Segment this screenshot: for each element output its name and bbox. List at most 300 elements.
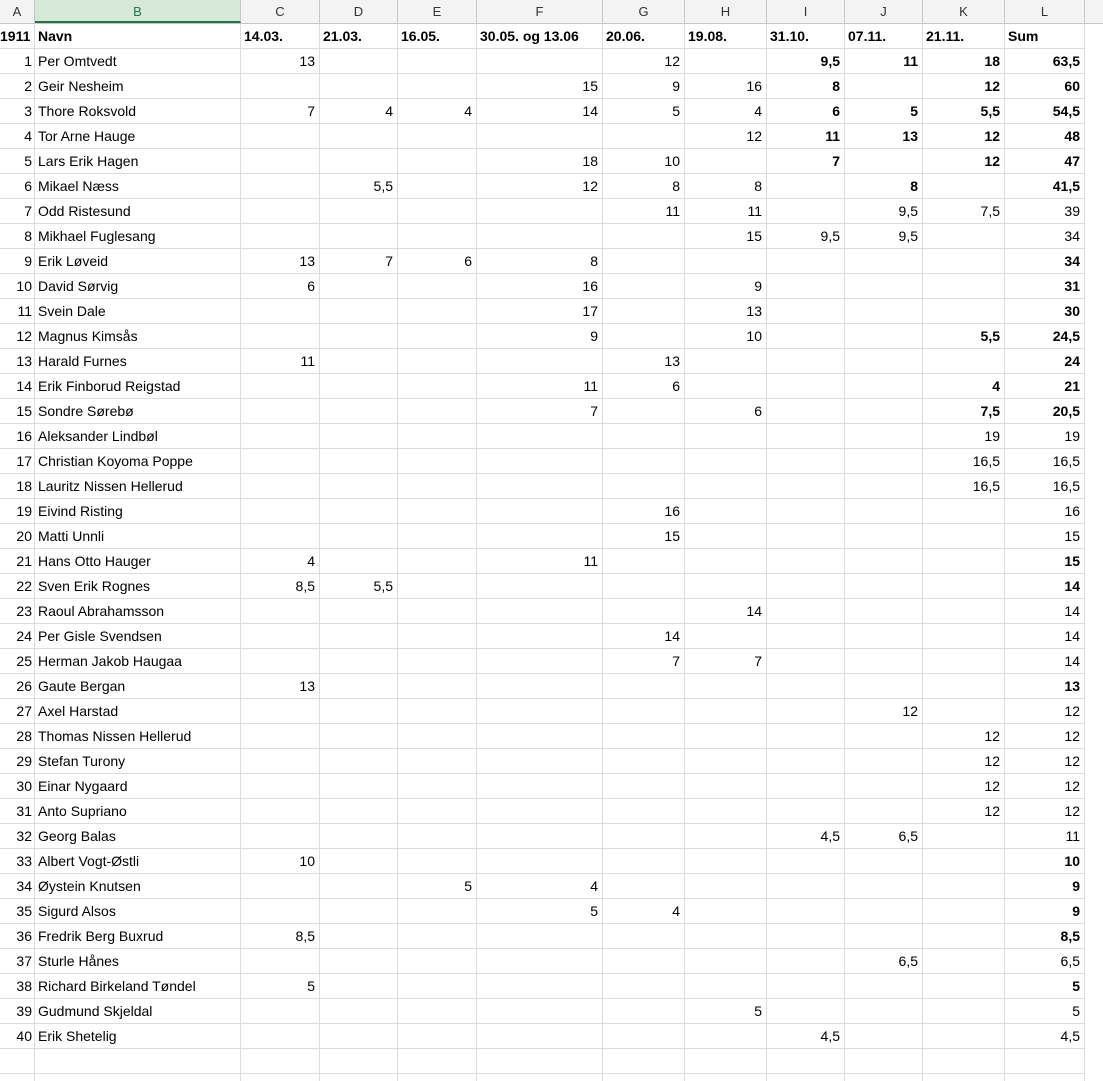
cell-value[interactable] <box>398 424 477 449</box>
cell-value[interactable] <box>241 499 320 524</box>
cell-value[interactable] <box>320 424 398 449</box>
cell-value[interactable] <box>320 474 398 499</box>
cell-value[interactable] <box>845 549 923 574</box>
cell-value[interactable] <box>923 549 1005 574</box>
cell-value[interactable] <box>320 374 398 399</box>
cell-value[interactable] <box>320 949 398 974</box>
cell-value[interactable] <box>241 874 320 899</box>
column-header-b[interactable]: B <box>35 0 241 23</box>
cell-value[interactable]: 13 <box>241 674 320 699</box>
column-header-k[interactable]: K <box>923 0 1005 23</box>
cell-rank[interactable]: 6 <box>0 174 35 199</box>
cell-value[interactable]: 15 <box>477 74 603 99</box>
cell-value[interactable]: 5 <box>685 999 767 1024</box>
column-header-i[interactable]: I <box>767 0 845 23</box>
cell-value[interactable]: 7 <box>603 649 685 674</box>
cell-value[interactable] <box>241 124 320 149</box>
column-header-j[interactable]: J <box>845 0 923 23</box>
cell-value[interactable] <box>477 349 603 374</box>
cell-sum[interactable]: 20,5 <box>1005 399 1085 424</box>
empty-cell[interactable] <box>0 1074 35 1081</box>
cell-sum[interactable]: 24 <box>1005 349 1085 374</box>
cell-value[interactable] <box>241 374 320 399</box>
empty-cell[interactable] <box>320 1049 398 1074</box>
cell-value[interactable] <box>603 574 685 599</box>
empty-cell[interactable] <box>1005 1074 1085 1081</box>
cell-value[interactable] <box>477 224 603 249</box>
cell-value[interactable] <box>923 599 1005 624</box>
cell-value[interactable] <box>320 499 398 524</box>
cell-value[interactable] <box>685 724 767 749</box>
empty-cell[interactable] <box>1005 1049 1085 1074</box>
cell-value[interactable] <box>685 349 767 374</box>
cell-value[interactable] <box>767 249 845 274</box>
cell-name[interactable]: Øystein Knutsen <box>35 874 241 899</box>
cell-value[interactable] <box>320 799 398 824</box>
cell-value[interactable] <box>477 1024 603 1049</box>
cell-value[interactable]: 5,5 <box>320 574 398 599</box>
empty-cell[interactable] <box>603 1049 685 1074</box>
cell-value[interactable] <box>398 274 477 299</box>
cell-value[interactable]: 16,5 <box>923 449 1005 474</box>
cell-value[interactable] <box>477 724 603 749</box>
cell-value[interactable] <box>603 224 685 249</box>
cell-value[interactable]: 11 <box>477 549 603 574</box>
cell-value[interactable]: 11 <box>603 199 685 224</box>
column-header-f[interactable]: F <box>477 0 603 23</box>
cell-value[interactable] <box>241 174 320 199</box>
cell-value[interactable] <box>603 1024 685 1049</box>
cell-sum[interactable]: 12 <box>1005 699 1085 724</box>
cell-value[interactable]: 12 <box>923 74 1005 99</box>
cell-value[interactable] <box>241 474 320 499</box>
cell-value[interactable] <box>845 149 923 174</box>
cell-sum-header[interactable]: Sum <box>1005 24 1085 49</box>
cell-value[interactable] <box>320 349 398 374</box>
cell-value[interactable]: 8 <box>685 174 767 199</box>
cell-value[interactable] <box>767 449 845 474</box>
cell-rank[interactable]: 24 <box>0 624 35 649</box>
cell-value[interactable] <box>477 49 603 74</box>
cell-value[interactable] <box>477 699 603 724</box>
cell-value[interactable] <box>767 374 845 399</box>
cell-value[interactable] <box>685 474 767 499</box>
cell-sum[interactable]: 19 <box>1005 424 1085 449</box>
cell-sum[interactable]: 14 <box>1005 599 1085 624</box>
cell-value[interactable] <box>923 999 1005 1024</box>
cell-value[interactable] <box>685 849 767 874</box>
empty-cell[interactable] <box>35 1049 241 1074</box>
cell-name[interactable]: Richard Birkeland Tøndel <box>35 974 241 999</box>
cell-value[interactable]: 9 <box>685 274 767 299</box>
cell-value[interactable]: 16 <box>685 74 767 99</box>
cell-rank[interactable]: 27 <box>0 699 35 724</box>
cell-value[interactable] <box>603 774 685 799</box>
cell-value[interactable] <box>398 149 477 174</box>
empty-cell[interactable] <box>241 1074 320 1081</box>
empty-cell[interactable] <box>685 1049 767 1074</box>
cell-value[interactable] <box>320 999 398 1024</box>
cell-value[interactable]: 8 <box>845 174 923 199</box>
cell-value[interactable] <box>398 649 477 674</box>
cell-value[interactable] <box>241 149 320 174</box>
cell-rank[interactable]: 10 <box>0 274 35 299</box>
cell-value[interactable] <box>767 524 845 549</box>
cell-value[interactable] <box>241 224 320 249</box>
cell-value[interactable] <box>685 674 767 699</box>
cell-sum[interactable]: 16,5 <box>1005 474 1085 499</box>
cell-rank[interactable]: 28 <box>0 724 35 749</box>
cell-value[interactable] <box>398 949 477 974</box>
column-header-d[interactable]: D <box>320 0 398 23</box>
cell-value[interactable] <box>241 649 320 674</box>
cell-rank[interactable]: 39 <box>0 999 35 1024</box>
cell-sum[interactable]: 54,5 <box>1005 99 1085 124</box>
cell-value[interactable]: 5 <box>398 874 477 899</box>
cell-value[interactable] <box>398 574 477 599</box>
cell-value[interactable]: 13 <box>241 49 320 74</box>
cell-sum[interactable]: 11 <box>1005 824 1085 849</box>
cell-value[interactable] <box>320 449 398 474</box>
cell-value[interactable] <box>477 999 603 1024</box>
cell-value[interactable] <box>398 74 477 99</box>
cell-value[interactable]: 6 <box>241 274 320 299</box>
cell-value[interactable] <box>398 49 477 74</box>
cell-value[interactable]: 13 <box>241 249 320 274</box>
cell-value[interactable] <box>845 599 923 624</box>
cell-date-header[interactable]: 30.05. og 13.06 <box>477 24 603 49</box>
cell-date-header[interactable]: 16.05. <box>398 24 477 49</box>
cell-name[interactable]: Erik Finborud Reigstad <box>35 374 241 399</box>
cell-value[interactable] <box>398 749 477 774</box>
cell-rank[interactable]: 5 <box>0 149 35 174</box>
cell-sum[interactable]: 16 <box>1005 499 1085 524</box>
cell-value[interactable] <box>398 174 477 199</box>
cell-value[interactable]: 5 <box>603 99 685 124</box>
cell-value[interactable] <box>603 874 685 899</box>
cell-value[interactable] <box>685 799 767 824</box>
cell-value[interactable] <box>923 674 1005 699</box>
cell-value[interactable] <box>685 874 767 899</box>
cell-value[interactable]: 6 <box>685 399 767 424</box>
cell-value[interactable] <box>767 999 845 1024</box>
cell-value[interactable] <box>603 324 685 349</box>
cell-value[interactable] <box>767 349 845 374</box>
cell-value[interactable]: 6 <box>398 249 477 274</box>
cell-value[interactable]: 16 <box>603 499 685 524</box>
cell-value[interactable] <box>923 224 1005 249</box>
cell-sum[interactable]: 14 <box>1005 649 1085 674</box>
cell-sum[interactable]: 9 <box>1005 874 1085 899</box>
cell-name[interactable]: Raoul Abrahamsson <box>35 599 241 624</box>
cell-value[interactable] <box>685 749 767 774</box>
cell-value[interactable] <box>320 324 398 349</box>
cell-value[interactable]: 4,5 <box>767 1024 845 1049</box>
cell-date-header[interactable]: 21.11. <box>923 24 1005 49</box>
cell-sum[interactable]: 34 <box>1005 224 1085 249</box>
cell-value[interactable] <box>845 324 923 349</box>
cell-value[interactable] <box>320 1024 398 1049</box>
cell-value[interactable] <box>845 849 923 874</box>
cell-date-header[interactable]: 19.08. <box>685 24 767 49</box>
cell-rank[interactable]: 18 <box>0 474 35 499</box>
cell-value[interactable] <box>603 249 685 274</box>
cell-value[interactable]: 17 <box>477 299 603 324</box>
cell-value[interactable] <box>398 299 477 324</box>
cell-value[interactable] <box>685 624 767 649</box>
cell-date-header[interactable]: 21.03. <box>320 24 398 49</box>
cell-value[interactable]: 4 <box>685 99 767 124</box>
cell-value[interactable]: 14 <box>477 99 603 124</box>
cell-sum[interactable]: 4,5 <box>1005 1024 1085 1049</box>
cell-value[interactable] <box>685 974 767 999</box>
cell-value[interactable] <box>685 149 767 174</box>
cell-value[interactable] <box>767 724 845 749</box>
cell-value[interactable] <box>685 899 767 924</box>
cell-value[interactable] <box>845 999 923 1024</box>
cell-rank[interactable]: 8 <box>0 224 35 249</box>
cell-value[interactable]: 9,5 <box>767 224 845 249</box>
cell-sum[interactable]: 41,5 <box>1005 174 1085 199</box>
cell-rank[interactable]: 20 <box>0 524 35 549</box>
cell-value[interactable] <box>320 149 398 174</box>
column-header-h[interactable]: H <box>685 0 767 23</box>
cell-value[interactable] <box>603 849 685 874</box>
cell-value[interactable] <box>477 774 603 799</box>
cell-value[interactable]: 7,5 <box>923 399 1005 424</box>
cell-rank[interactable]: 36 <box>0 924 35 949</box>
cell-name[interactable]: Magnus Kimsås <box>35 324 241 349</box>
cell-value[interactable] <box>767 649 845 674</box>
cell-value[interactable] <box>767 499 845 524</box>
cell-value[interactable] <box>685 774 767 799</box>
cell-value[interactable] <box>241 524 320 549</box>
cell-value[interactable] <box>767 549 845 574</box>
cell-name[interactable]: Odd Ristesund <box>35 199 241 224</box>
cell-name[interactable]: Svein Dale <box>35 299 241 324</box>
cell-value[interactable] <box>603 974 685 999</box>
cell-value[interactable] <box>685 424 767 449</box>
cell-value[interactable]: 7 <box>685 649 767 674</box>
cell-value[interactable]: 12 <box>923 724 1005 749</box>
cell-value[interactable] <box>845 649 923 674</box>
cell-value[interactable] <box>767 774 845 799</box>
cell-value[interactable]: 14 <box>685 599 767 624</box>
cell-value[interactable] <box>320 274 398 299</box>
cell-value[interactable] <box>603 824 685 849</box>
cell-date-header[interactable]: 07.11. <box>845 24 923 49</box>
cell-value[interactable]: 9 <box>477 324 603 349</box>
cell-value[interactable]: 5 <box>845 99 923 124</box>
cell-value[interactable] <box>398 799 477 824</box>
cell-value[interactable]: 8 <box>603 174 685 199</box>
cell-rank[interactable]: 4 <box>0 124 35 149</box>
cell-sum[interactable]: 12 <box>1005 724 1085 749</box>
cell-value[interactable] <box>398 499 477 524</box>
cell-value[interactable] <box>603 399 685 424</box>
cell-name[interactable]: Christian Koyoma Poppe <box>35 449 241 474</box>
empty-cell[interactable] <box>35 1074 241 1081</box>
cell-value[interactable] <box>477 524 603 549</box>
cell-value[interactable]: 11 <box>767 124 845 149</box>
cell-name[interactable]: Lauritz Nissen Hellerud <box>35 474 241 499</box>
cell-name[interactable]: Mikael Næss <box>35 174 241 199</box>
cell-sum[interactable]: 48 <box>1005 124 1085 149</box>
cell-name[interactable]: Hans Otto Hauger <box>35 549 241 574</box>
cell-value[interactable] <box>477 949 603 974</box>
cell-name[interactable]: Harald Furnes <box>35 349 241 374</box>
cell-value[interactable] <box>320 49 398 74</box>
cell-value[interactable]: 16 <box>477 274 603 299</box>
cell-rank[interactable]: 11 <box>0 299 35 324</box>
empty-cell[interactable] <box>320 1074 398 1081</box>
cell-value[interactable]: 4 <box>241 549 320 574</box>
cell-value[interactable] <box>603 124 685 149</box>
cell-value[interactable] <box>685 949 767 974</box>
cell-value[interactable] <box>685 549 767 574</box>
cell-sum[interactable]: 15 <box>1005 524 1085 549</box>
empty-cell[interactable] <box>241 1049 320 1074</box>
cell-value[interactable] <box>477 574 603 599</box>
cell-value[interactable] <box>767 424 845 449</box>
cell-date-header[interactable]: 20.06. <box>603 24 685 49</box>
cell-value[interactable] <box>767 599 845 624</box>
cell-value[interactable] <box>241 899 320 924</box>
cell-name[interactable]: Gudmund Skjeldal <box>35 999 241 1024</box>
cell-value[interactable] <box>923 824 1005 849</box>
cell-rank[interactable]: 38 <box>0 974 35 999</box>
cell-rank[interactable]: 33 <box>0 849 35 874</box>
cell-value[interactable]: 12 <box>685 124 767 149</box>
cell-value[interactable]: 4 <box>320 99 398 124</box>
cell-value[interactable] <box>241 399 320 424</box>
cell-value[interactable] <box>398 999 477 1024</box>
empty-cell[interactable] <box>477 1074 603 1081</box>
cell-value[interactable] <box>603 674 685 699</box>
cell-value[interactable] <box>398 449 477 474</box>
cell-value[interactable] <box>398 599 477 624</box>
cell-value[interactable]: 9 <box>603 74 685 99</box>
cell-value[interactable]: 11 <box>685 199 767 224</box>
cell-value[interactable] <box>398 374 477 399</box>
empty-cell[interactable] <box>477 1049 603 1074</box>
cell-value[interactable]: 8,5 <box>241 574 320 599</box>
cell-value[interactable]: 13 <box>603 349 685 374</box>
cell-value[interactable]: 4 <box>398 99 477 124</box>
cell-sum[interactable]: 5 <box>1005 974 1085 999</box>
cell-rank[interactable]: 13 <box>0 349 35 374</box>
cell-rank[interactable]: 25 <box>0 649 35 674</box>
column-header-c[interactable]: C <box>241 0 320 23</box>
cell-value[interactable] <box>398 674 477 699</box>
cell-name[interactable]: Tor Arne Hauge <box>35 124 241 149</box>
cell-name[interactable]: Per Omtvedt <box>35 49 241 74</box>
cell-value[interactable] <box>477 424 603 449</box>
cell-name[interactable]: Fredrik Berg Buxrud <box>35 924 241 949</box>
cell-value[interactable] <box>320 749 398 774</box>
empty-cell[interactable] <box>685 1074 767 1081</box>
cell-value[interactable] <box>477 449 603 474</box>
cell-name[interactable]: Erik Løveid <box>35 249 241 274</box>
cell-value[interactable] <box>398 824 477 849</box>
cell-value[interactable] <box>923 699 1005 724</box>
cell-name[interactable]: Erik Shetelig <box>35 1024 241 1049</box>
cell-name[interactable]: Thore Roksvold <box>35 99 241 124</box>
cell-rank[interactable]: 2 <box>0 74 35 99</box>
cell-value[interactable] <box>845 349 923 374</box>
cell-value[interactable] <box>767 949 845 974</box>
cell-value[interactable] <box>398 324 477 349</box>
cell-sum[interactable]: 13 <box>1005 674 1085 699</box>
cell-value[interactable] <box>398 199 477 224</box>
cell-rank[interactable]: 34 <box>0 874 35 899</box>
cell-value[interactable] <box>398 924 477 949</box>
cell-name[interactable]: Per Gisle Svendsen <box>35 624 241 649</box>
cell-value[interactable] <box>398 124 477 149</box>
cell-value[interactable] <box>685 699 767 724</box>
cell-value[interactable] <box>923 274 1005 299</box>
cell-name[interactable]: Albert Vogt-Østli <box>35 849 241 874</box>
cell-date-header[interactable]: 31.10. <box>767 24 845 49</box>
cell-value[interactable] <box>845 74 923 99</box>
cell-rank[interactable]: 40 <box>0 1024 35 1049</box>
cell-value[interactable]: 7,5 <box>923 199 1005 224</box>
cell-value[interactable]: 8 <box>767 74 845 99</box>
cell-value[interactable] <box>767 624 845 649</box>
cell-sum[interactable]: 5 <box>1005 999 1085 1024</box>
empty-cell[interactable] <box>923 1049 1005 1074</box>
cell-value[interactable] <box>767 399 845 424</box>
empty-cell[interactable] <box>767 1049 845 1074</box>
cell-name[interactable]: Geir Nesheim <box>35 74 241 99</box>
cell-rank[interactable]: 22 <box>0 574 35 599</box>
cell-value[interactable]: 4 <box>477 874 603 899</box>
cell-value[interactable] <box>603 274 685 299</box>
column-header-a[interactable]: A <box>0 0 35 23</box>
cell-value[interactable] <box>603 549 685 574</box>
cell-value[interactable] <box>845 924 923 949</box>
cell-value[interactable] <box>603 724 685 749</box>
cell-value[interactable] <box>241 424 320 449</box>
cell-value[interactable] <box>845 299 923 324</box>
cell-value[interactable]: 9,5 <box>845 199 923 224</box>
cell-rank[interactable]: 35 <box>0 899 35 924</box>
empty-cell[interactable] <box>845 1049 923 1074</box>
cell-value[interactable] <box>685 524 767 549</box>
cell-name[interactable]: Matti Unnli <box>35 524 241 549</box>
cell-value[interactable] <box>767 324 845 349</box>
cell-value[interactable] <box>923 349 1005 374</box>
cell-value[interactable] <box>845 524 923 549</box>
cell-value[interactable]: 14 <box>603 624 685 649</box>
cell-value[interactable] <box>241 624 320 649</box>
cell-value[interactable] <box>685 449 767 474</box>
cell-value[interactable]: 11 <box>241 349 320 374</box>
cell-value[interactable] <box>685 374 767 399</box>
cell-value[interactable] <box>767 799 845 824</box>
cell-rank[interactable]: 3 <box>0 99 35 124</box>
cell-value[interactable] <box>398 974 477 999</box>
empty-cell[interactable] <box>603 1074 685 1081</box>
cell-value[interactable]: 8 <box>477 249 603 274</box>
cell-value[interactable] <box>845 574 923 599</box>
cell-name[interactable]: Georg Balas <box>35 824 241 849</box>
cell-value[interactable] <box>320 74 398 99</box>
cell-value[interactable] <box>398 624 477 649</box>
empty-cell[interactable] <box>398 1049 477 1074</box>
cell-value[interactable] <box>767 199 845 224</box>
cell-value[interactable]: 12 <box>923 799 1005 824</box>
